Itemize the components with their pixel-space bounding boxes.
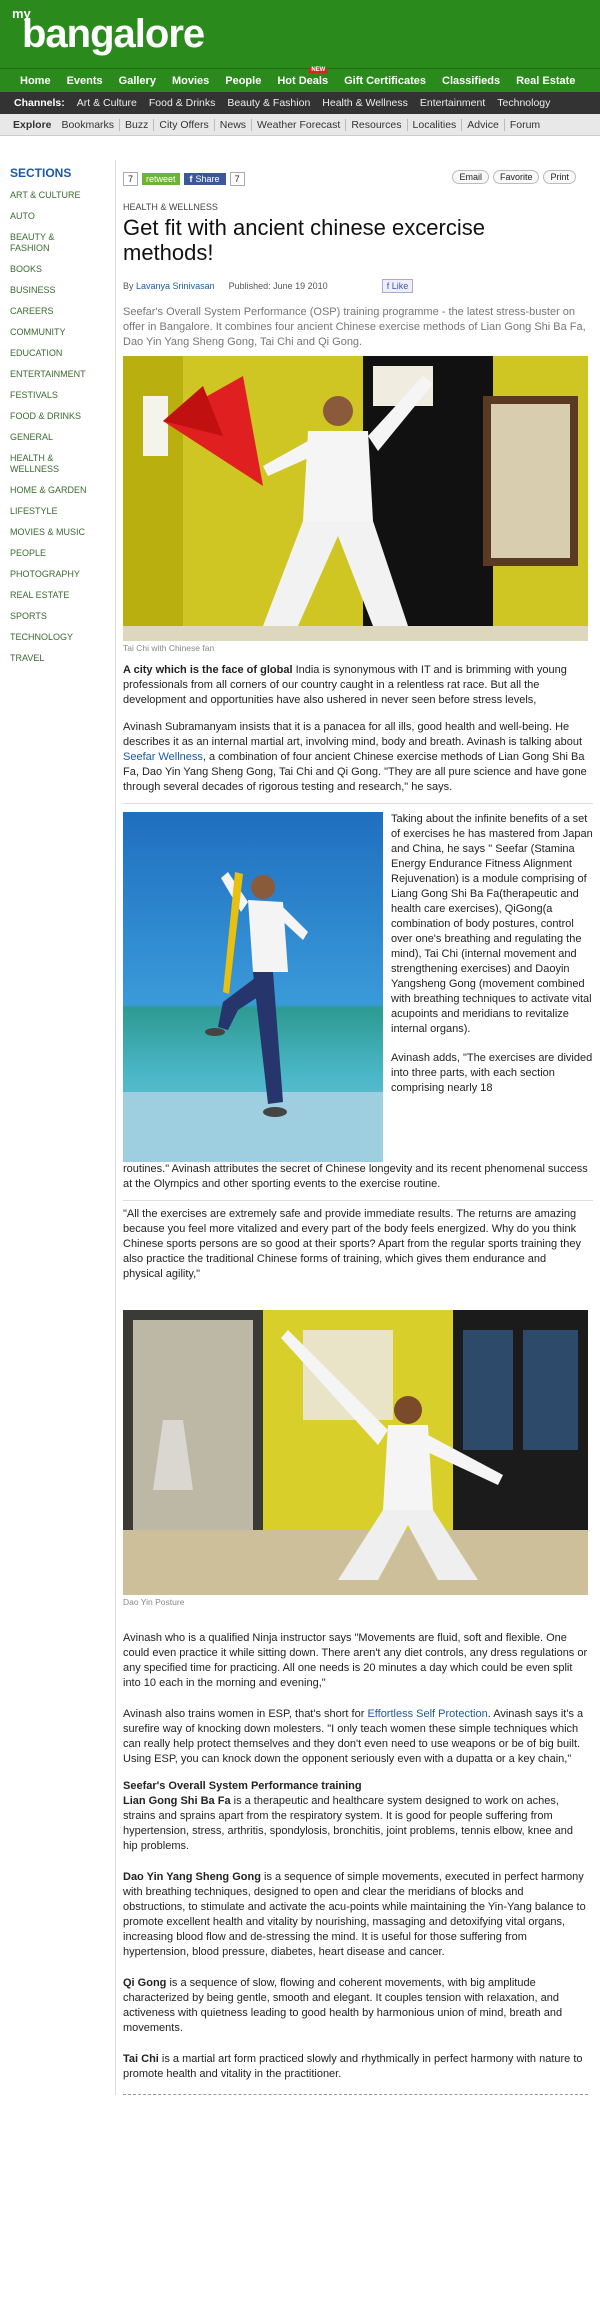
paragraph-1 — [123, 663, 588, 708]
explore-advice[interactable]: Advice — [462, 119, 505, 131]
tai-chi-fan-photo — [123, 356, 588, 641]
section-auto[interactable]: AUTO — [10, 211, 35, 221]
section-movies-music[interactable]: MOVIES & MUSIC — [10, 527, 86, 537]
section-food-drinks[interactable]: FOOD & DRINKS — [10, 411, 82, 421]
channel-food-drinks[interactable]: Food & Drinks — [148, 97, 216, 109]
section-education[interactable]: EDUCATION — [10, 348, 63, 358]
channels-label: Channels: — [14, 97, 65, 109]
channel-health-wellness[interactable]: Health & Wellness — [322, 97, 408, 109]
favorite-button[interactable]: Favorite — [493, 170, 540, 184]
article-title: Get fit with ancient chinese excercise methods! — [123, 215, 485, 265]
nav-movies[interactable]: Movies — [171, 74, 210, 87]
paragraph-1-text: India is synonymous with IT and is brimming with young professionals from all corners of our country caught in a relentless rat race. But all the development and opportunities have also ushered in never seen before stress levels, — [123, 664, 567, 706]
crane-kick-image — [123, 812, 383, 1162]
explore-localities[interactable]: Localities — [408, 119, 463, 131]
section-technology[interactable]: TECHNOLOGY — [10, 632, 74, 642]
explore-bookmarks[interactable]: Bookmarks — [57, 119, 121, 131]
qi-gong-text: is a sequence of slow, flowing and coherent movements, with big amplitude characterized by being gentle, smooth and elegant. It couples tension with relaxation, and activeness with quietness leading to good health by harmonious union of mind, breath and movements. — [123, 1977, 563, 2034]
nav-hot-deals-label: Hot Deals — [277, 74, 329, 87]
dao-yin-paragraph — [123, 1870, 588, 1960]
osp-heading: Seefar's Overall System Performance training — [123, 1780, 362, 1792]
section-travel[interactable]: TRAVEL — [10, 653, 45, 663]
divider — [123, 1200, 593, 1201]
nav-classifieds[interactable]: Classifieds — [442, 74, 501, 87]
section-sports[interactable]: SPORTS — [10, 611, 47, 621]
sections-sidebar — [10, 166, 110, 674]
qi-gong-paragraph — [123, 1976, 588, 2036]
footer-divider — [123, 2094, 588, 2095]
paragraph-3: Taking about the infinite benefits of a set of exercises he has mastered from Japan and China, he says " Seefar (Stamina Energy Endurance Fitness Alignment Rejuvenation) is a module comprising of Liang Gong Shi Ba Fa(therapeutic and health care exercises), QiGong(a combination of body postures, control over one's breathing and regulating the mind), Tai Chi (internal movement and strengthening exercises) and Daoyin Yangsheng Gong (movement combined with breathing techniques to activate vital acupoints and meridians to revitalize internal organs). — [391, 813, 593, 1035]
site-header — [0, 0, 600, 68]
article-main — [115, 160, 593, 2095]
explore-news[interactable]: News — [215, 119, 252, 131]
new-badge: NEW — [311, 66, 326, 73]
section-health-wellness[interactable]: HEALTH & WELLNESS — [10, 453, 60, 474]
explore-city-offers[interactable]: City Offers — [154, 119, 214, 131]
nav-gift-certificates[interactable]: Gift Certificates — [344, 74, 426, 87]
explore-label: Explore — [13, 118, 52, 131]
section-home-garden[interactable]: HOME & GARDEN — [10, 485, 87, 495]
nav-hot-deals[interactable] — [269, 66, 336, 87]
channel-technology[interactable]: Technology — [497, 97, 551, 109]
photo-2-block — [123, 812, 593, 1162]
facebook-share-button[interactable] — [184, 173, 226, 185]
logo-my: my — [12, 6, 31, 21]
paragraph-4a: Avinash adds, "The exercises are divided into three parts, with each section comprising nearly 18 — [391, 1052, 593, 1094]
author-link[interactable]: Lavanya Srinivasan — [136, 281, 215, 291]
retweet-button[interactable]: retweet — [142, 173, 180, 185]
nav-home[interactable]: Home — [20, 74, 51, 87]
nav-events[interactable]: Events — [66, 74, 103, 87]
section-lifestyle[interactable]: LIFESTYLE — [10, 506, 58, 516]
section-general[interactable]: GENERAL — [10, 432, 54, 442]
channel-entertainment[interactable]: Entertainment — [419, 97, 486, 109]
explore-buzz[interactable]: Buzz — [120, 119, 154, 131]
tai-chi-fan-image — [123, 356, 588, 641]
paragraph-7 — [123, 1707, 588, 1767]
channel-beauty-fashion[interactable]: Beauty & Fashion — [227, 97, 311, 109]
section-careers[interactable]: CAREERS — [10, 306, 54, 316]
seefar-wellness-link[interactable]: Seefar Wellness — [123, 751, 203, 763]
nav-gallery[interactable]: Gallery — [118, 74, 156, 87]
explore-weather[interactable]: Weather Forecast — [252, 119, 346, 131]
effortless-self-protection-link[interactable]: Effortless Self Protection — [367, 1708, 488, 1720]
by-label: By — [123, 281, 134, 291]
facebook-like-button[interactable] — [382, 279, 414, 293]
section-beauty-fashion[interactable]: BEAUTY & FASHION — [10, 232, 55, 253]
logo-name: bangalore — [22, 12, 205, 56]
paragraph-1-lead: A city which is the face of global — [123, 664, 293, 676]
share-bar — [123, 168, 590, 190]
published-date: Published: June 19 2010 — [228, 281, 328, 291]
explore-resources[interactable]: Resources — [346, 119, 407, 131]
author-line — [123, 281, 215, 291]
section-community[interactable]: COMMUNITY — [10, 327, 66, 337]
section-festivals[interactable]: FESTIVALS — [10, 390, 58, 400]
nav-real-estate[interactable]: Real Estate — [516, 74, 576, 87]
article-tools — [452, 170, 576, 184]
section-books[interactable]: BOOKS — [10, 264, 43, 274]
like-label: Like — [391, 281, 409, 291]
channel-art-culture[interactable]: Art & Culture — [76, 97, 137, 109]
paragraph-7-text-b: . Avinash says it's a surefire way of knocking down molesters. "I only teach women these simple techniques which can really help protect themselves and they don't even need to use weapons or be of big built. Using ESP, you can knock down the opponent seriously even with a dupatta or a key chain," — [123, 1708, 584, 1765]
dao-yin-photo — [123, 1310, 588, 1595]
explore-nav — [0, 114, 600, 136]
tai-chi-text: is a martial art form practiced slowly and rhythmically in perfect harmony with nature to promote health and vitality in the practitioner. — [123, 2053, 583, 2080]
section-people[interactable]: PEOPLE — [10, 548, 47, 558]
paragraph-4b: routines." Avinash attributes the secret of Chinese longevity and its recent phenomenal success at the Olympics and other sporting events to the exercise routine. — [123, 1163, 588, 1190]
article-intro: Seefar's Overall System Performance (OSP) training programme - the latest stress-buster on offer in Bangalore. It combines four ancient Chinese exercise methods of Lian Gong Shi Ba Fa, Dao Yin Yang Sheng Gong, Tai Chi and Qi Gong. — [123, 306, 586, 348]
lian-gong-heading: Lian Gong Shi Ba Fa — [123, 1795, 231, 1807]
lian-gong-paragraph — [123, 1794, 588, 1854]
explore-forum[interactable]: Forum — [509, 118, 541, 131]
photo-caption-3: Dao Yin Posture — [123, 1597, 185, 1607]
tweet-count: 7 — [123, 172, 138, 186]
article-category[interactable]: HEALTH & WELLNESS — [123, 202, 218, 212]
sections-title: SECTIONS — [10, 166, 72, 180]
crane-kick-photo — [123, 812, 383, 1162]
byline — [123, 279, 590, 293]
facebook-share-count: 7 — [230, 172, 245, 186]
section-entertainment[interactable]: ENTERTAINMENT — [10, 369, 86, 379]
paragraph-6: Avinash who is a qualified Ninja instructor says "Movements are fluid, soft and flexible. One could even practice it while sitting down. There aren't any diet controls, any dress regulations or any specified time for practicing. All one needs is 20 minutes a day which could be even split into 10 each in the morning and evening," — [123, 1632, 588, 1689]
like-icon: f — [386, 281, 392, 291]
photo-caption-1: Tai Chi with Chinese fan — [123, 643, 215, 653]
paragraph-2-text-b: , a combination of four ancient Chinese exercise methods of Lian Gong Shi Ba Fa, Dao Yin Yang Sheng Gong, Tai Chi and Qi Gong. "They are all pure science and have gone through several decades of rigorous testing and research," he says. — [123, 751, 587, 793]
section-real-estate[interactable]: REAL ESTATE — [10, 590, 70, 600]
paragraph-2 — [123, 720, 588, 795]
tai-chi-paragraph — [123, 2052, 588, 2082]
dao-yin-image — [123, 1310, 588, 1595]
section-business[interactable]: BUSINESS — [10, 285, 56, 295]
qi-gong-heading: Qi Gong — [123, 1977, 167, 1989]
paragraph-2-text-a: Avinash Subramanyam insists that it is a panacea for all ills, good health and well-being. He describes it as an internal martial art, involving mind, body and breath. Avinash is talking about — [123, 721, 582, 748]
lian-gong-text: is a therapeutic and healthcare system designed to work on aches, strains and sprains apart from the respiratory system. It is good for people suffering from hypertension, stress, arthritis, spondylosis, bronchitis, joint problems, tennis elbow, knee and hip problems. — [123, 1795, 574, 1852]
paragraph-5: "All the exercises are extremely safe and provide immediate results. The returns are amazing because you feel more vitalized and every part of the body feels energized. Why do you think Chinese sports persons are so good at their sports? Apart from the regular sports training they also practice the traditional Chinese forms of training, which gives them endurance and physical agility," — [123, 1208, 581, 1280]
paragraph-7-text-a: Avinash also trains women in ESP, that's short for — [123, 1708, 368, 1720]
section-photography[interactable]: PHOTOGRAPHY — [10, 569, 80, 579]
photo-2-side-text — [391, 812, 593, 1162]
main-nav — [0, 68, 600, 92]
facebook-share-label: Share — [195, 174, 220, 184]
nav-people[interactable]: People — [225, 74, 262, 87]
channels-nav — [0, 92, 600, 114]
divider — [123, 803, 593, 804]
email-button[interactable]: Email — [452, 170, 489, 184]
facebook-icon: f — [189, 174, 193, 184]
dao-yin-text: is a sequence of simple movements, executed in perfect harmony with breathing techniques, designed to open and clear the meridians of blocks and obstructions, to stimulate and activate the acu-points while maintaining the Yin-Yang balance to promote excellent health and vitality by nourishing, massaging and detoxifying vital organs, increasing blood flow and de-stressing the mind. It is useful for those suffering from hypertension, blood pressure, diabetes, heart disease and cancer. — [123, 1871, 586, 1958]
tai-chi-heading: Tai Chi — [123, 2053, 159, 2065]
dao-yin-heading: Dao Yin Yang Sheng Gong — [123, 1871, 261, 1883]
print-button[interactable]: Print — [543, 170, 576, 184]
section-art-culture[interactable]: ART & CULTURE — [10, 190, 81, 200]
